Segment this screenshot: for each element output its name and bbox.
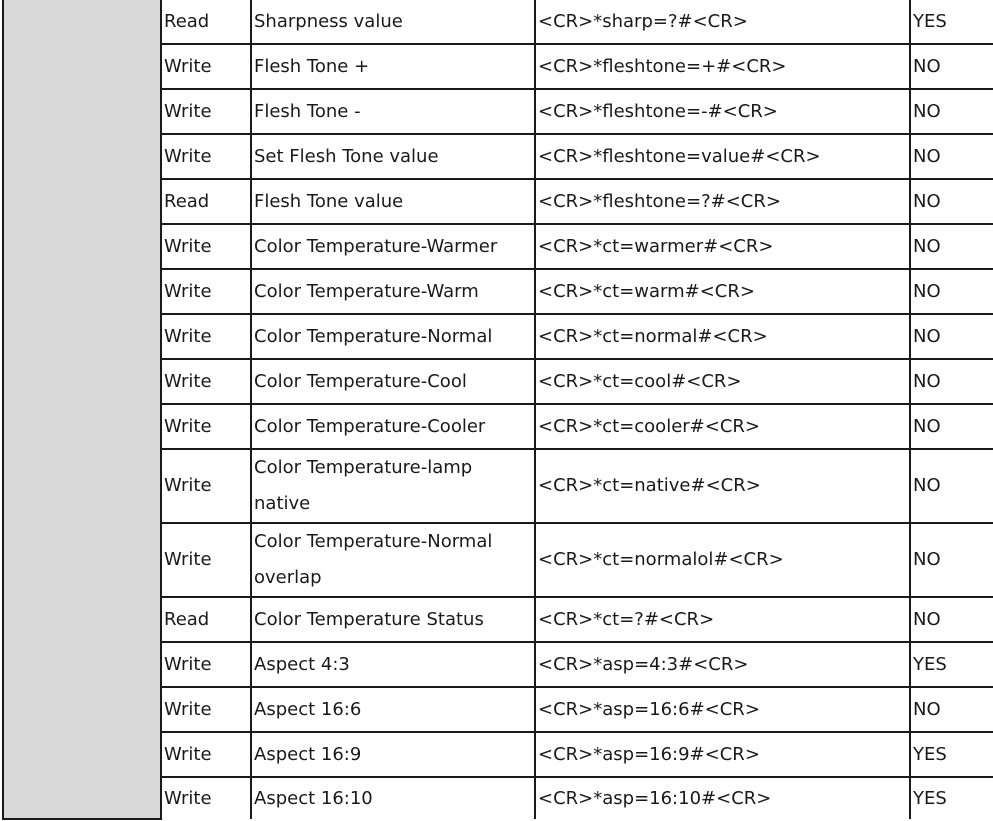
command-cell: <CR>*sharp=?#<CR> [535, 0, 910, 44]
command-cell: <CR>*asp=16:6#<CR> [535, 687, 910, 732]
description-cell: Aspect 16:9 [251, 732, 535, 777]
command-cell: <CR>*ct=cooler#<CR> [535, 404, 910, 449]
support-cell: YES [910, 732, 993, 777]
command-cell: <CR>*ct=normal#<CR> [535, 314, 910, 359]
description-cell: Flesh Tone + [251, 44, 535, 89]
description-cell: Flesh Tone value [251, 179, 535, 224]
table-row [3, 0, 993, 44]
command-table-body [3, 0, 993, 819]
support-cell: NO [910, 89, 993, 134]
type-cell: Read [161, 0, 251, 44]
description-cell: Sharpness value [251, 0, 535, 44]
type-cell: Read [161, 597, 251, 642]
type-cell: Write [161, 44, 251, 89]
type-cell: Write [161, 642, 251, 687]
command-cell: <CR>*ct=normalol#<CR> [535, 523, 910, 597]
type-cell: Write [161, 404, 251, 449]
type-cell: Write [161, 224, 251, 269]
command-cell: <CR>*asp=16:9#<CR> [535, 732, 910, 777]
description-cell: Color Temperature-Cooler [251, 404, 535, 449]
command-cell: <CR>*fleshtone=-#<CR> [535, 89, 910, 134]
type-cell: Write [161, 269, 251, 314]
command-cell: <CR>*ct=cool#<CR> [535, 359, 910, 404]
description-cell: Aspect 16:6 [251, 687, 535, 732]
support-cell: NO [910, 404, 993, 449]
command-cell: <CR>*asp=16:10#<CR> [535, 777, 910, 819]
type-cell: Write [161, 134, 251, 179]
type-cell: Write [161, 89, 251, 134]
command-cell: <CR>*fleshtone=value#<CR> [535, 134, 910, 179]
command-table-container [2, 0, 993, 820]
support-cell: NO [910, 359, 993, 404]
type-cell: Write [161, 523, 251, 597]
support-cell: NO [910, 687, 993, 732]
description-cell: Color Temperature-Normal [251, 314, 535, 359]
command-table [2, 0, 993, 820]
type-cell: Write [161, 732, 251, 777]
type-cell: Read [161, 179, 251, 224]
support-cell: NO [910, 523, 993, 597]
type-cell: Write [161, 359, 251, 404]
support-cell: YES [910, 0, 993, 44]
command-cell: <CR>*fleshtone=+#<CR> [535, 44, 910, 89]
description-cell: Color Temperature Status [251, 597, 535, 642]
description-cell: Color Temperature-Warmer [251, 224, 535, 269]
description-cell: Flesh Tone - [251, 89, 535, 134]
description-cell: Aspect 4:3 [251, 642, 535, 687]
type-cell: Write [161, 777, 251, 819]
support-cell: NO [910, 44, 993, 89]
support-cell: NO [910, 449, 993, 523]
support-cell: NO [910, 224, 993, 269]
command-cell: <CR>*fleshtone=?#<CR> [535, 179, 910, 224]
support-cell: YES [910, 642, 993, 687]
command-cell: <CR>*ct=?#<CR> [535, 597, 910, 642]
description-cell: Color Temperature-Warm [251, 269, 535, 314]
support-cell: NO [910, 269, 993, 314]
description-cell: Set Flesh Tone value [251, 134, 535, 179]
description-cell: Color Temperature-lamp native [251, 449, 535, 523]
type-cell: Write [161, 687, 251, 732]
group-cell [3, 0, 161, 819]
support-cell: NO [910, 597, 993, 642]
command-cell: <CR>*ct=warm#<CR> [535, 269, 910, 314]
support-cell: NO [910, 134, 993, 179]
type-cell: Write [161, 314, 251, 359]
support-cell: YES [910, 777, 993, 819]
command-cell: <CR>*ct=warmer#<CR> [535, 224, 910, 269]
description-cell: Color Temperature-Cool [251, 359, 535, 404]
description-cell: Color Temperature-Normal overlap [251, 523, 535, 597]
support-cell: NO [910, 179, 993, 224]
support-cell: NO [910, 314, 993, 359]
type-cell: Write [161, 449, 251, 523]
command-cell: <CR>*ct=native#<CR> [535, 449, 910, 523]
description-cell: Aspect 16:10 [251, 777, 535, 819]
command-cell: <CR>*asp=4:3#<CR> [535, 642, 910, 687]
